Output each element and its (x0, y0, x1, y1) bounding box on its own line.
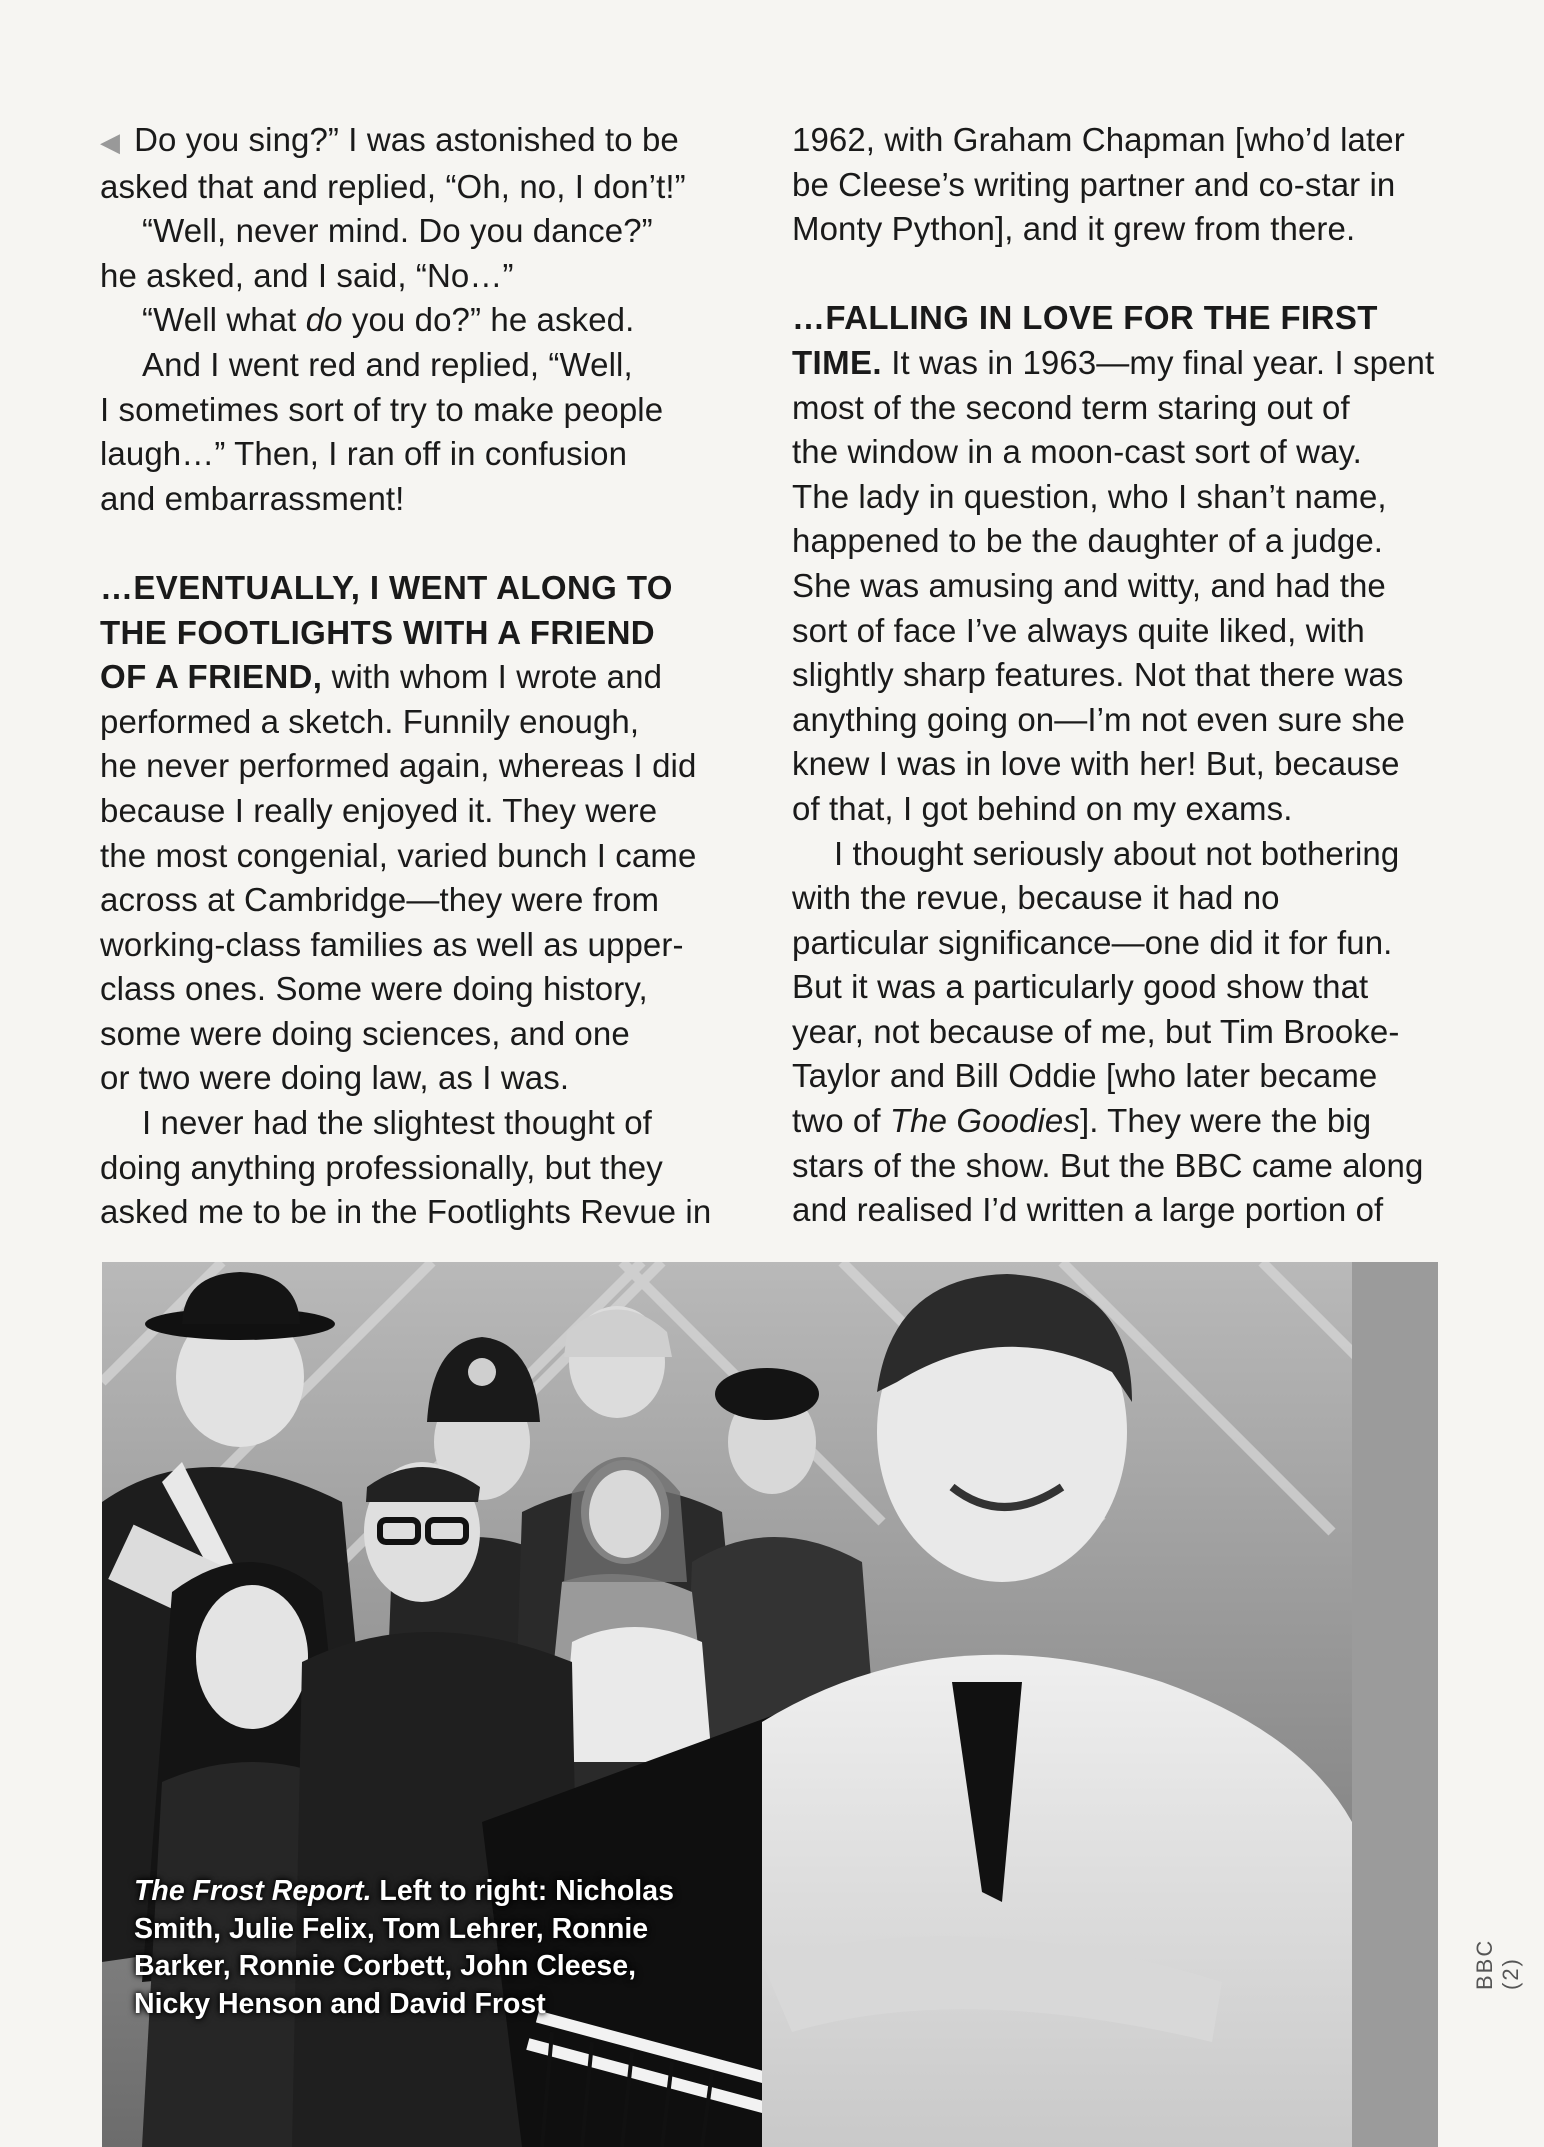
text-run: you do?” he asked. (342, 301, 635, 339)
text-run: ]. They were the big (1079, 1102, 1372, 1140)
text-line: or two were doing law, as I was. (100, 1059, 570, 1097)
text-line: doing anything professionally, but they (100, 1148, 663, 1186)
text-line: knew I was in love with her! But, because (792, 745, 1400, 783)
text-line: year, not because of me, but Tim Brooke- (792, 1012, 1400, 1050)
caption-line: Left to right: Nicholas (371, 1875, 674, 1907)
section-heading: TIME. (792, 343, 882, 381)
text-line: asked me to be in the Footlights Revue in (100, 1193, 712, 1231)
emphasis-text: do (305, 301, 343, 339)
paragraph (100, 1101, 730, 1235)
caption-line: Barker, Ronnie Corbett, John Cleese, (134, 1950, 637, 1982)
paragraph (792, 832, 1452, 1233)
text-line: performed a sketch. Funnily enough, (100, 702, 640, 740)
photo-credit: BBC (2) (1472, 1938, 1523, 1990)
section-heading: …EVENTUALLY, I WENT ALONG TO (100, 568, 673, 606)
text-line: Do you sing?” I was astonished to be (134, 121, 679, 158)
text-line: across at Cambridge—they were from (100, 881, 660, 919)
text-run: two of (792, 1102, 890, 1140)
paragraph (792, 118, 1452, 252)
text-line: stars of the show. But the BBC came along (792, 1146, 1424, 1184)
text-line: of that, I got behind on my exams. (792, 789, 1293, 827)
text-line: 1962, with Graham Chapman [who’d later (792, 121, 1405, 158)
section-heading: OF A FRIEND, (100, 658, 323, 696)
text-line: working-class families as well as upper- (100, 925, 684, 963)
photo-caption (134, 1873, 694, 2023)
text-run: “Well what (142, 301, 306, 339)
section-heading: …FALLING IN LOVE FOR THE FIRST (792, 299, 1378, 337)
text-line: he asked, and I said, “No…” (100, 256, 514, 294)
text-line: Taylor and Bill Oddie [who later became (792, 1057, 1378, 1095)
text-line: class ones. Some were doing history, (100, 970, 648, 1008)
text-line: and realised I’d written a large portion of (792, 1191, 1384, 1229)
text-line: Monty Python], and it grew from there. (792, 210, 1356, 248)
text-line: And I went red and replied, “Well, (142, 345, 633, 383)
text-line: be Cleese’s writing partner and co-star in (792, 165, 1396, 203)
text-line: She was amusing and witty, and had the (792, 566, 1386, 604)
text-line: because I really enjoyed it. They were (100, 791, 658, 829)
text-line: I never had the slightest thought of (142, 1104, 652, 1142)
section-paragraph (100, 566, 730, 1101)
text-run: with whom I wrote and (322, 658, 663, 696)
caption-line: Smith, Julie Felix, Tom Lehrer, Ronnie (134, 1912, 649, 1945)
text-line: particular significance—one did it for fun. (792, 923, 1393, 961)
text-line: some were doing sciences, and one (100, 1014, 630, 1052)
text-line: The lady in question, who I shan’t name, (792, 477, 1387, 515)
text-line: he never performed again, whereas I did (100, 747, 697, 785)
paragraph (100, 298, 730, 343)
text-line: slightly sharp features. Not that there was (792, 656, 1404, 694)
text-line: anything going on—I’m not even sure she (792, 700, 1405, 738)
text-line: I thought seriously about not bothering (834, 834, 1400, 872)
left-column (100, 118, 730, 1235)
caption-line: Nicky Henson and David Frost (134, 1987, 546, 2020)
right-column (792, 118, 1452, 1233)
text-line: and embarrassment! (100, 479, 405, 517)
text-line: “Well, never mind. Do you dance?” (142, 212, 653, 250)
text-line: But it was a particularly good show that (792, 968, 1369, 1006)
text-run: It was in 1963—my final year. I spent (882, 343, 1435, 381)
text-line: sort of face I’ve always quite liked, with (792, 611, 1365, 649)
paragraph (100, 343, 730, 521)
text-line: happened to be the daughter of a judge. (792, 522, 1384, 560)
text-line: with the revue, because it had no (792, 879, 1280, 917)
caption-title: The Frost Report. (134, 1875, 372, 1907)
text-line: the window in a moon-cast sort of way. (792, 433, 1362, 471)
paragraph (100, 118, 730, 209)
text-line: asked that and replied, “Oh, no, I don’t!” (100, 167, 686, 205)
paragraph (100, 209, 730, 298)
section-heading: THE FOOTLIGHTS WITH A FRIEND (100, 613, 656, 651)
text-line: the most congenial, varied bunch I came (100, 836, 697, 874)
section-paragraph (792, 296, 1452, 831)
continuation-arrow-icon: ◀ (100, 127, 121, 157)
text-line: most of the second term staring out of (792, 388, 1350, 426)
emphasis-text: The Goodies (889, 1102, 1080, 1140)
text-line: laugh…” Then, I ran off in confusion (100, 435, 628, 473)
group-photo (102, 1262, 1438, 2147)
text-line: I sometimes sort of try to make people (100, 390, 664, 428)
